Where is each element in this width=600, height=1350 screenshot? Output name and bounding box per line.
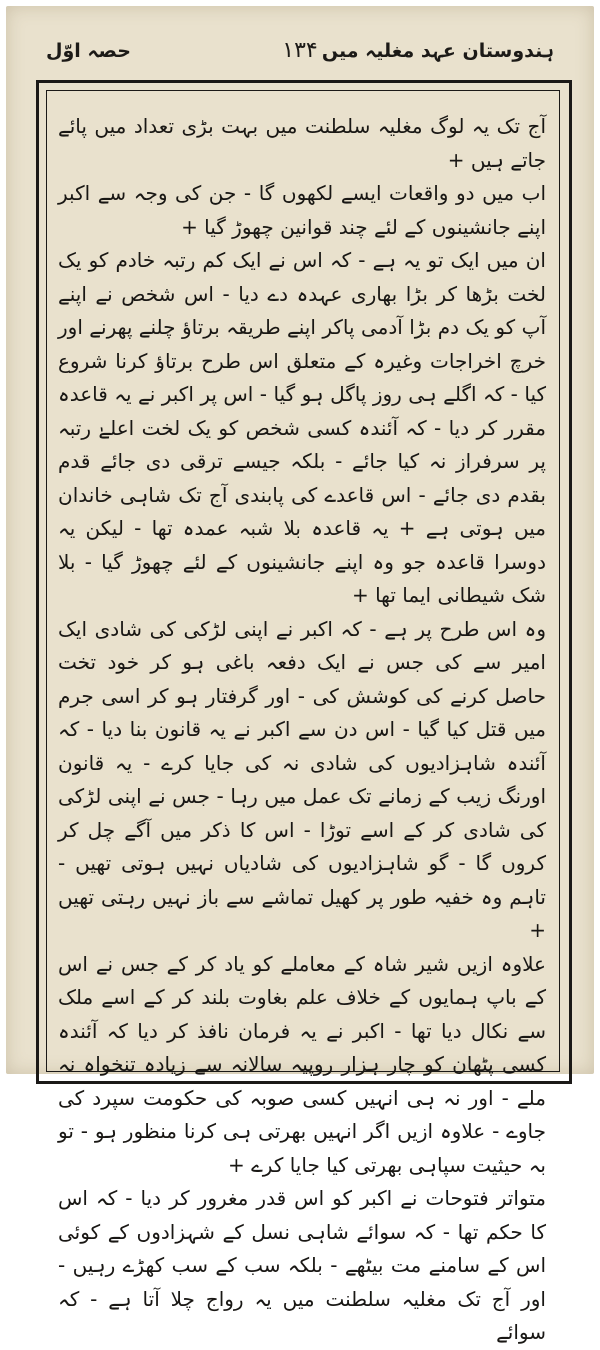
paragraph: وہ اس طرح پر ہے - کہ اکبر نے اپنی لڑکی کی شادی ایک امیر سے کی جس نے ایک دفعہ باغی ہو کر خود تخت حاصل کرنے کی کوشش کی - اور گرفتار ہو کر اسی جرم میں قتل کیا گیا - اس دن سے اکبر نے یہ قانون بنا دیا - کہ آئندہ شاہزادیوں کی شادی نہ کی جایا کرے - یہ قانون اورنگ زیب کے زمانے تک عمل میں رہا - جس نے اپنی لڑکی کی شادی کر کے اسے توڑا - اس کا ذکر میں آگے چل کر کروں گا - گو شاہزادیوں کی شادیاں نہیں ہوتی تھیں - تاہم وہ خفیہ طور پر کھیل تماشے سے باز نہیں رہتی تھیں +: [58, 616, 546, 942]
paragraph: علاوہ ازیں شیر شاہ کے معاملے کو یاد کر کے جس نے اس کے باپ ہمایوں کے خلاف علم بغاوت بلند کر کے اسے ملک سے نکال دیا تھا - اکبر نے یہ فرمان نافذ کر دیا کہ آئندہ کسی پٹھان کو چار ہزار روپیہ سالانہ سے زیادہ تنخواہ نہ ملے - اور نہ ہی انہیں کسی صوبہ کی حکومت سپرد کی جاوے - علاوہ ازیں اگر انہیں بھرتی ہی کرنا منظور ہو - تو بہ حیثیت سپاہی بھرتی کیا جایا کرے +: [58, 951, 546, 1177]
part-label: حصہ اوّل: [46, 40, 131, 62]
paragraph: آج تک یہ لوگ مغلیہ سلطنت میں بہت بڑی تعداد میں پائے جاتے ہیں +: [58, 114, 546, 172]
paragraph: اب میں دو واقعات ایسے لکھوں گا - جن کی وجہ سے اکبر اپنے جانشینوں کے لئے چند قوانین چھوڑ گیا +: [58, 181, 546, 239]
page-number: ۱۳۴: [282, 38, 318, 63]
body-text: [58, 110, 546, 1350]
paragraph: متواتر فتوحات نے اکبر کو اس قدر مغرور کر دیا - کہ اس کا حکم تھا - کہ سوائے شاہی نسل کے شہزادوں کے کوئی اس کے سامنے مت بیٹھے - بلکہ سب کے سب کھڑے رہیں - اور آج تک مغلیہ سلطنت میں یہ رواج چلا آتا ہے - کہ سوائے: [58, 1186, 546, 1344]
paragraph: ان میں ایک تو یہ ہے - کہ اس نے ایک کم رتبہ خادم کو یک لخت بڑھا کر بڑا بھاری عہدہ دے دیا - اس شخص نے اپنے آپ کو یک دم بڑا آدمی پاکر اپنے طریقہ برتاؤ چلنے پھرنے اور خرچ اخراجات وغیرہ کے متعلق اس طرح برتاؤ کرنا شروع کیا - کہ اگلے ہی روز پاگل ہو گیا - اس پر اکبر نے یہ قاعدہ مقرر کر دیا - کہ آئندہ کسی شخص کو یک لخت اعلےٰ رتبہ پر سرفراز نہ کیا جائے - بلکہ جیسے ترقی دی جائے قدم بقدم دی جائے - اس قاعدے کی پابندی آج تک شاہی خاندان میں ہوتی ہے + یہ قاعدہ بلا شبہ عمدہ تھا - لیکن یہ دوسرا قاعدہ جو وہ اپنے جانشینوں کے لئے چھوڑ گیا - بلا شک شیطانی ایما تھا +: [58, 248, 546, 607]
page-header: [46, 34, 554, 74]
book-page: [6, 6, 594, 1344]
running-title: ہندوستان عہد مغلیہ میں: [321, 40, 554, 62]
